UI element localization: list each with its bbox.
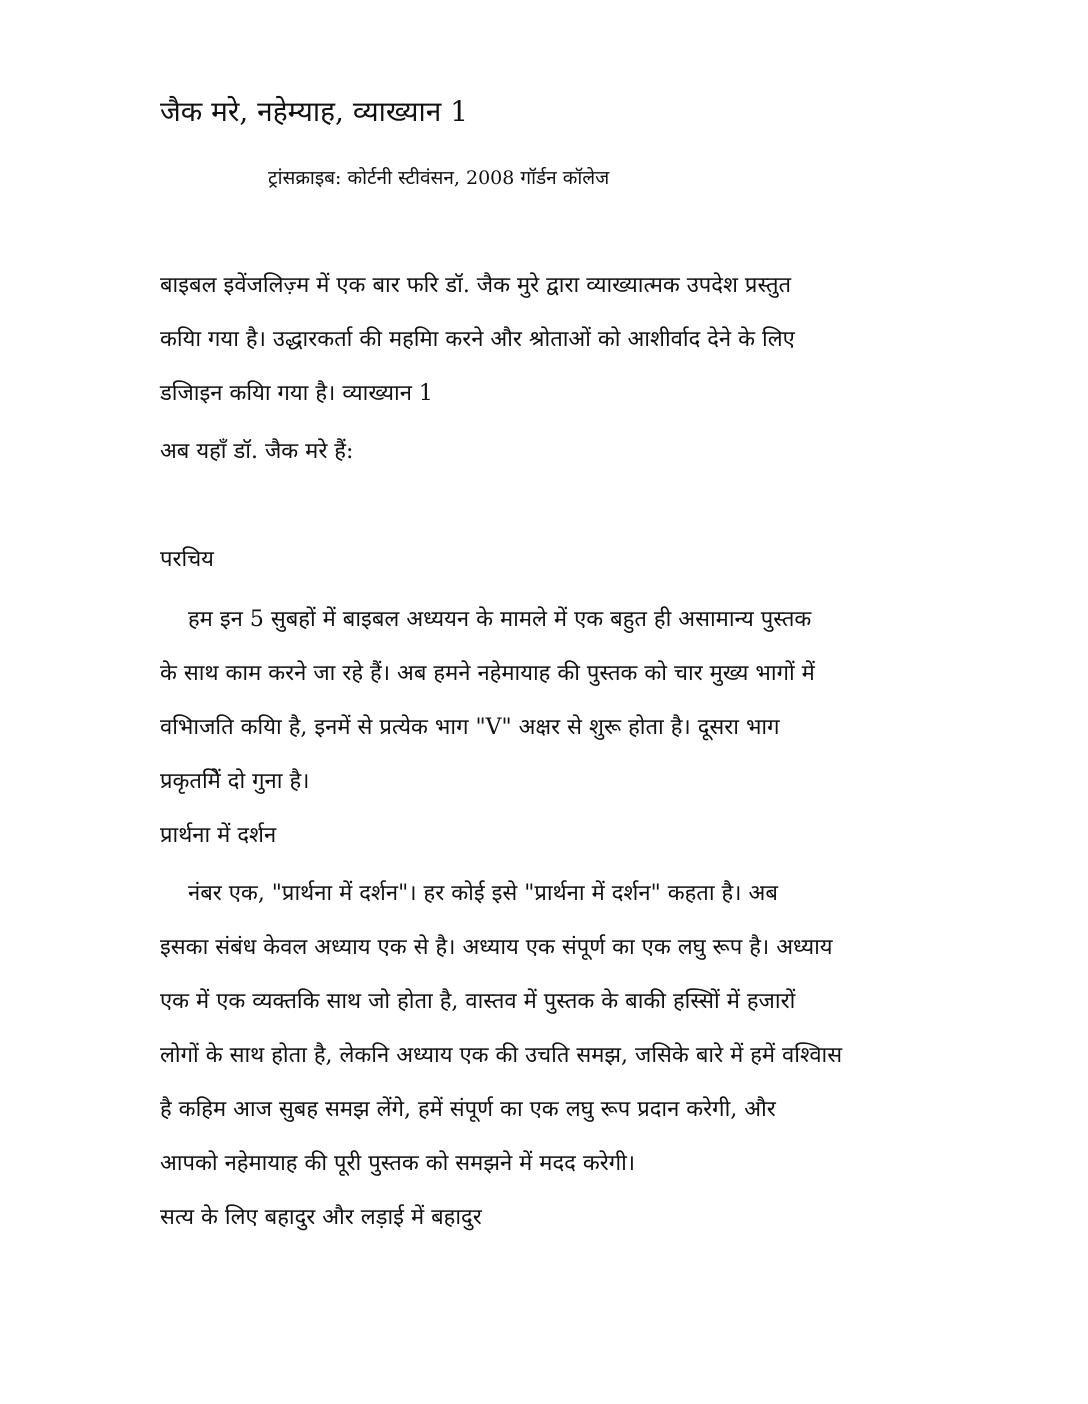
intro-line-1: बाइबल इवेंजलिज़्म में एक बार फरि डॉ. जैक मुरे द्वारा व्याख्यात्मक उपदेश प्रस्तुत — [160, 273, 792, 298]
paragraph-line: है कहिम आज सुबह समझ लेंगे, हमें संपूर्ण का एक लघु रूप प्रदान करेगी, और — [160, 1097, 776, 1122]
intro-line-3: डजिाइन कयिा गया है। व्याख्यान 1 — [160, 381, 433, 406]
paragraph-line: वभिाजति कयिा है, इनमें से प्रत्येक भाग "V" अक्षर से शुरू होता है। दूसरा भाग — [160, 715, 780, 740]
paragraph-line: इसका संबंध केवल अध्याय एक से है। अध्याय एक संपूर्ण का एक लघु रूप है। अध्याय — [160, 935, 833, 960]
speaker-intro: अब यहाँ डॉ. जैक मरे हैं: — [160, 439, 354, 464]
paragraph-line: नंबर एक, "प्रार्थना में दर्शन"। हर कोई इसे "प्रार्थना में दर्शन" कहता है। अब — [188, 881, 778, 906]
document-title: जैक मरे, नहेम्याह, व्याख्यान 1 — [160, 95, 469, 128]
heading-brave-for-truth: सत्य के लिए बहादुर और लड़ाई में बहादुर — [160, 1205, 482, 1230]
intro-line-2: कयिा गया है। उद्धारकर्ता की महमिा करने और श्रोताओं को आशीर्वाद देने के लिए — [160, 327, 795, 352]
heading-vision-in-prayer: प्रार्थना में दर्शन — [160, 823, 277, 848]
paragraph-line: एक में एक व्यक्तकि साथ जो होता है, वास्तव में पुस्तक के बाकी हस्सिों में हजारों — [160, 989, 796, 1014]
transcriber-credit: ट्रांसक्राइब: कोर्टनी स्टीवंसन, 2008 गॉर्डन कॉलेज — [268, 167, 610, 189]
paragraph-line: प्रकृतमिें दो गुना है। — [160, 769, 310, 794]
heading-introduction: परचिय — [160, 547, 214, 572]
paragraph-line: आपको नहेमायाह की पूरी पुस्तक को समझने में मदद करेगी। — [160, 1151, 636, 1176]
paragraph-line: हम इन 5 सुबहों में बाइबल अध्ययन के मामले में एक बहुत ही असामान्य पुस्तक — [188, 607, 812, 632]
paragraph-line: लोगों के साथ होता है, लेकनि अध्याय एक की उचति समझ, जसिके बारे में हमें वश्विास — [160, 1043, 843, 1068]
paragraph-line: के साथ काम करने जा रहे हैं। अब हमने नहेमायाह की पुस्तक को चार मुख्य भागों में — [160, 661, 815, 686]
